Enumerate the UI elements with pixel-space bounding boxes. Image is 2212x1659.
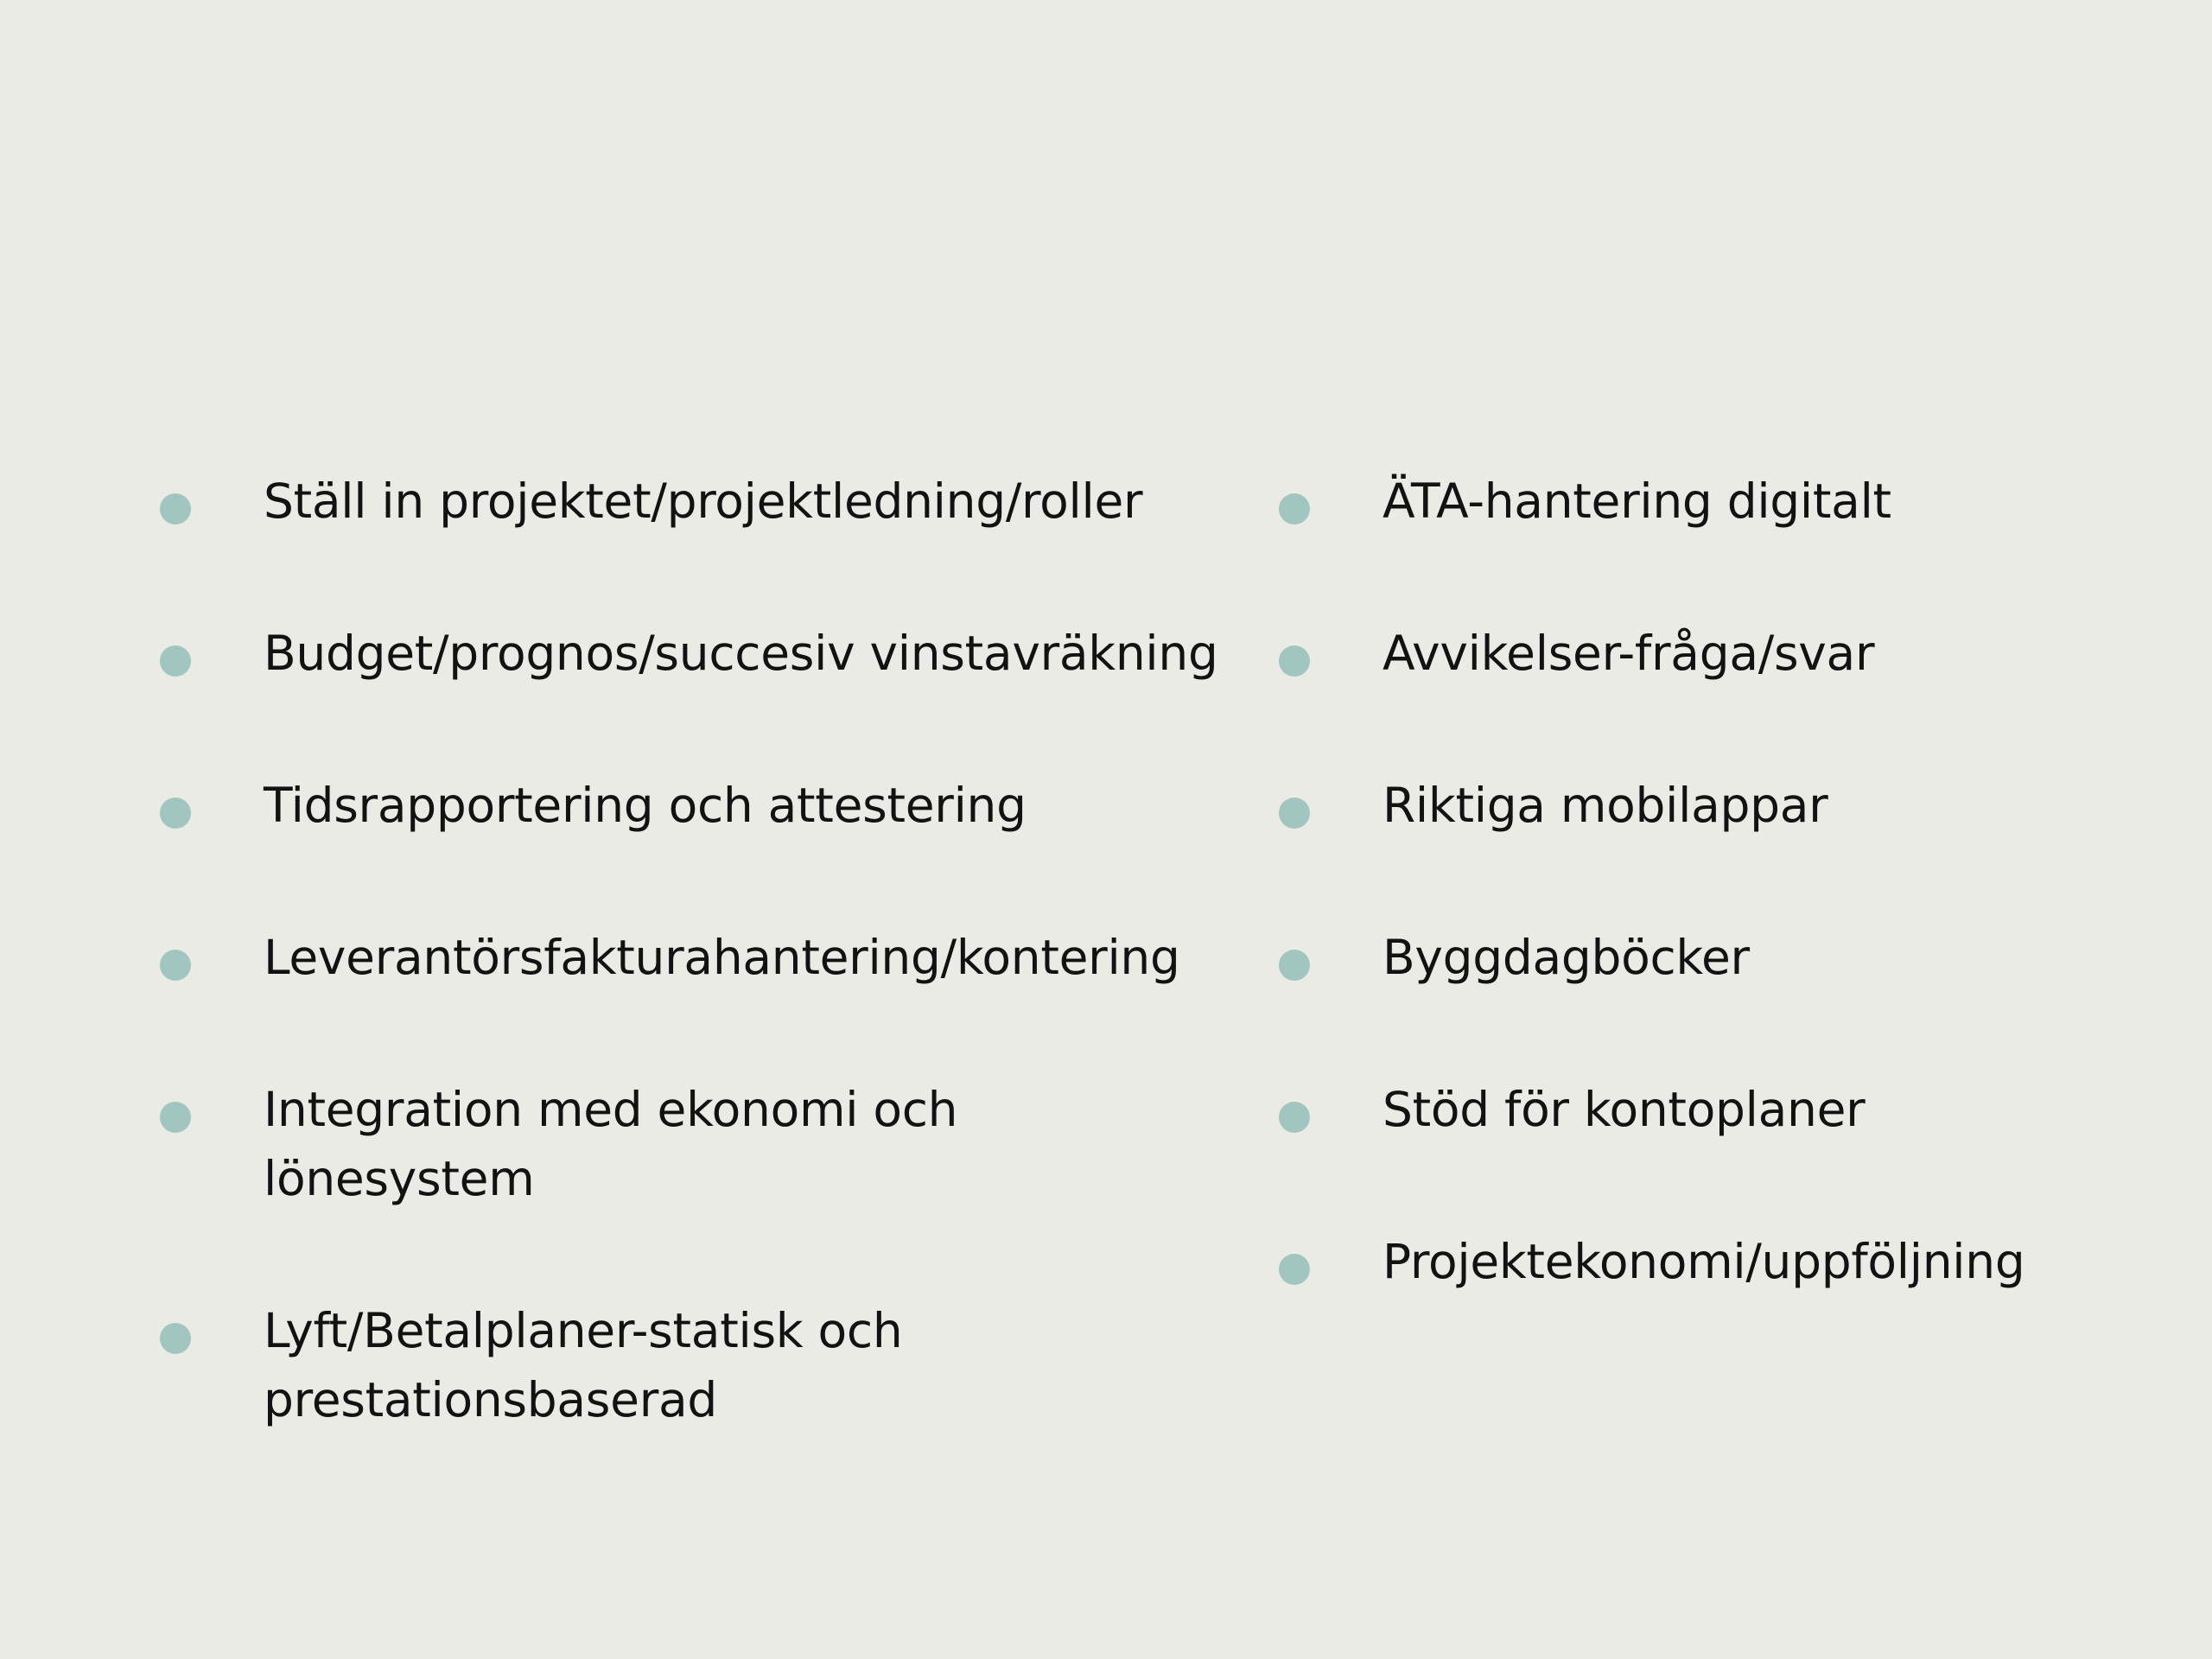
bullet-dot-icon (1279, 1254, 1310, 1285)
list-item-label: Avvikelser-fråga/svar (1382, 626, 1875, 681)
list-item-label: Lyft/Betalplaner-statisk och prestationsbaserad (264, 1303, 903, 1427)
list-item-label: ÄTA-hantering digitalt (1382, 474, 1891, 529)
list-item (1279, 771, 2143, 840)
list-item (160, 1296, 1024, 1434)
list-item-label: Byggdagböcker (1382, 930, 1750, 985)
list-item-label: Leverantörsfakturahantering/kontering (264, 930, 1180, 985)
list-item-label: Stöd för kontoplaner (1382, 1082, 1866, 1137)
bullet-dot-icon (1279, 798, 1310, 829)
list-item (160, 619, 1231, 688)
bullet-dot-icon (1279, 950, 1310, 981)
list-item-label: Integration med ekonomi och lönesystem (264, 1082, 958, 1206)
list-item-label: Projektekonomi/uppföljning (1382, 1234, 2025, 1289)
bullet-dot-icon (1279, 1102, 1310, 1133)
bullet-dot-icon (1279, 493, 1310, 524)
list-item (1279, 923, 2143, 992)
feature-list-right (1279, 467, 2143, 1379)
feature-list-left (160, 467, 1231, 1517)
list-item (160, 1075, 1231, 1213)
list-item-label: Riktiga mobilappar (1382, 778, 1828, 833)
list-item (160, 771, 1231, 840)
list-item-label: Ställ in projektet/projektledning/roller (264, 474, 1143, 529)
bullet-dot-icon (160, 950, 191, 981)
list-item (1279, 467, 2143, 536)
bullet-dot-icon (160, 1323, 191, 1354)
list-item (160, 923, 1231, 992)
list-item (1279, 1227, 2143, 1296)
list-item-label: Tidsrapportering och attestering (264, 778, 1027, 833)
list-item (160, 467, 1231, 536)
list-item (1279, 1075, 2143, 1144)
bullet-dot-icon (160, 493, 191, 524)
list-item-label: Budget/prognos/succesiv vinstavräkning (264, 626, 1218, 681)
bullet-dot-icon (160, 1102, 191, 1133)
list-item (1279, 619, 2143, 688)
bullet-dot-icon (1279, 645, 1310, 677)
bullet-dot-icon (160, 798, 191, 829)
bullet-dot-icon (160, 645, 191, 677)
